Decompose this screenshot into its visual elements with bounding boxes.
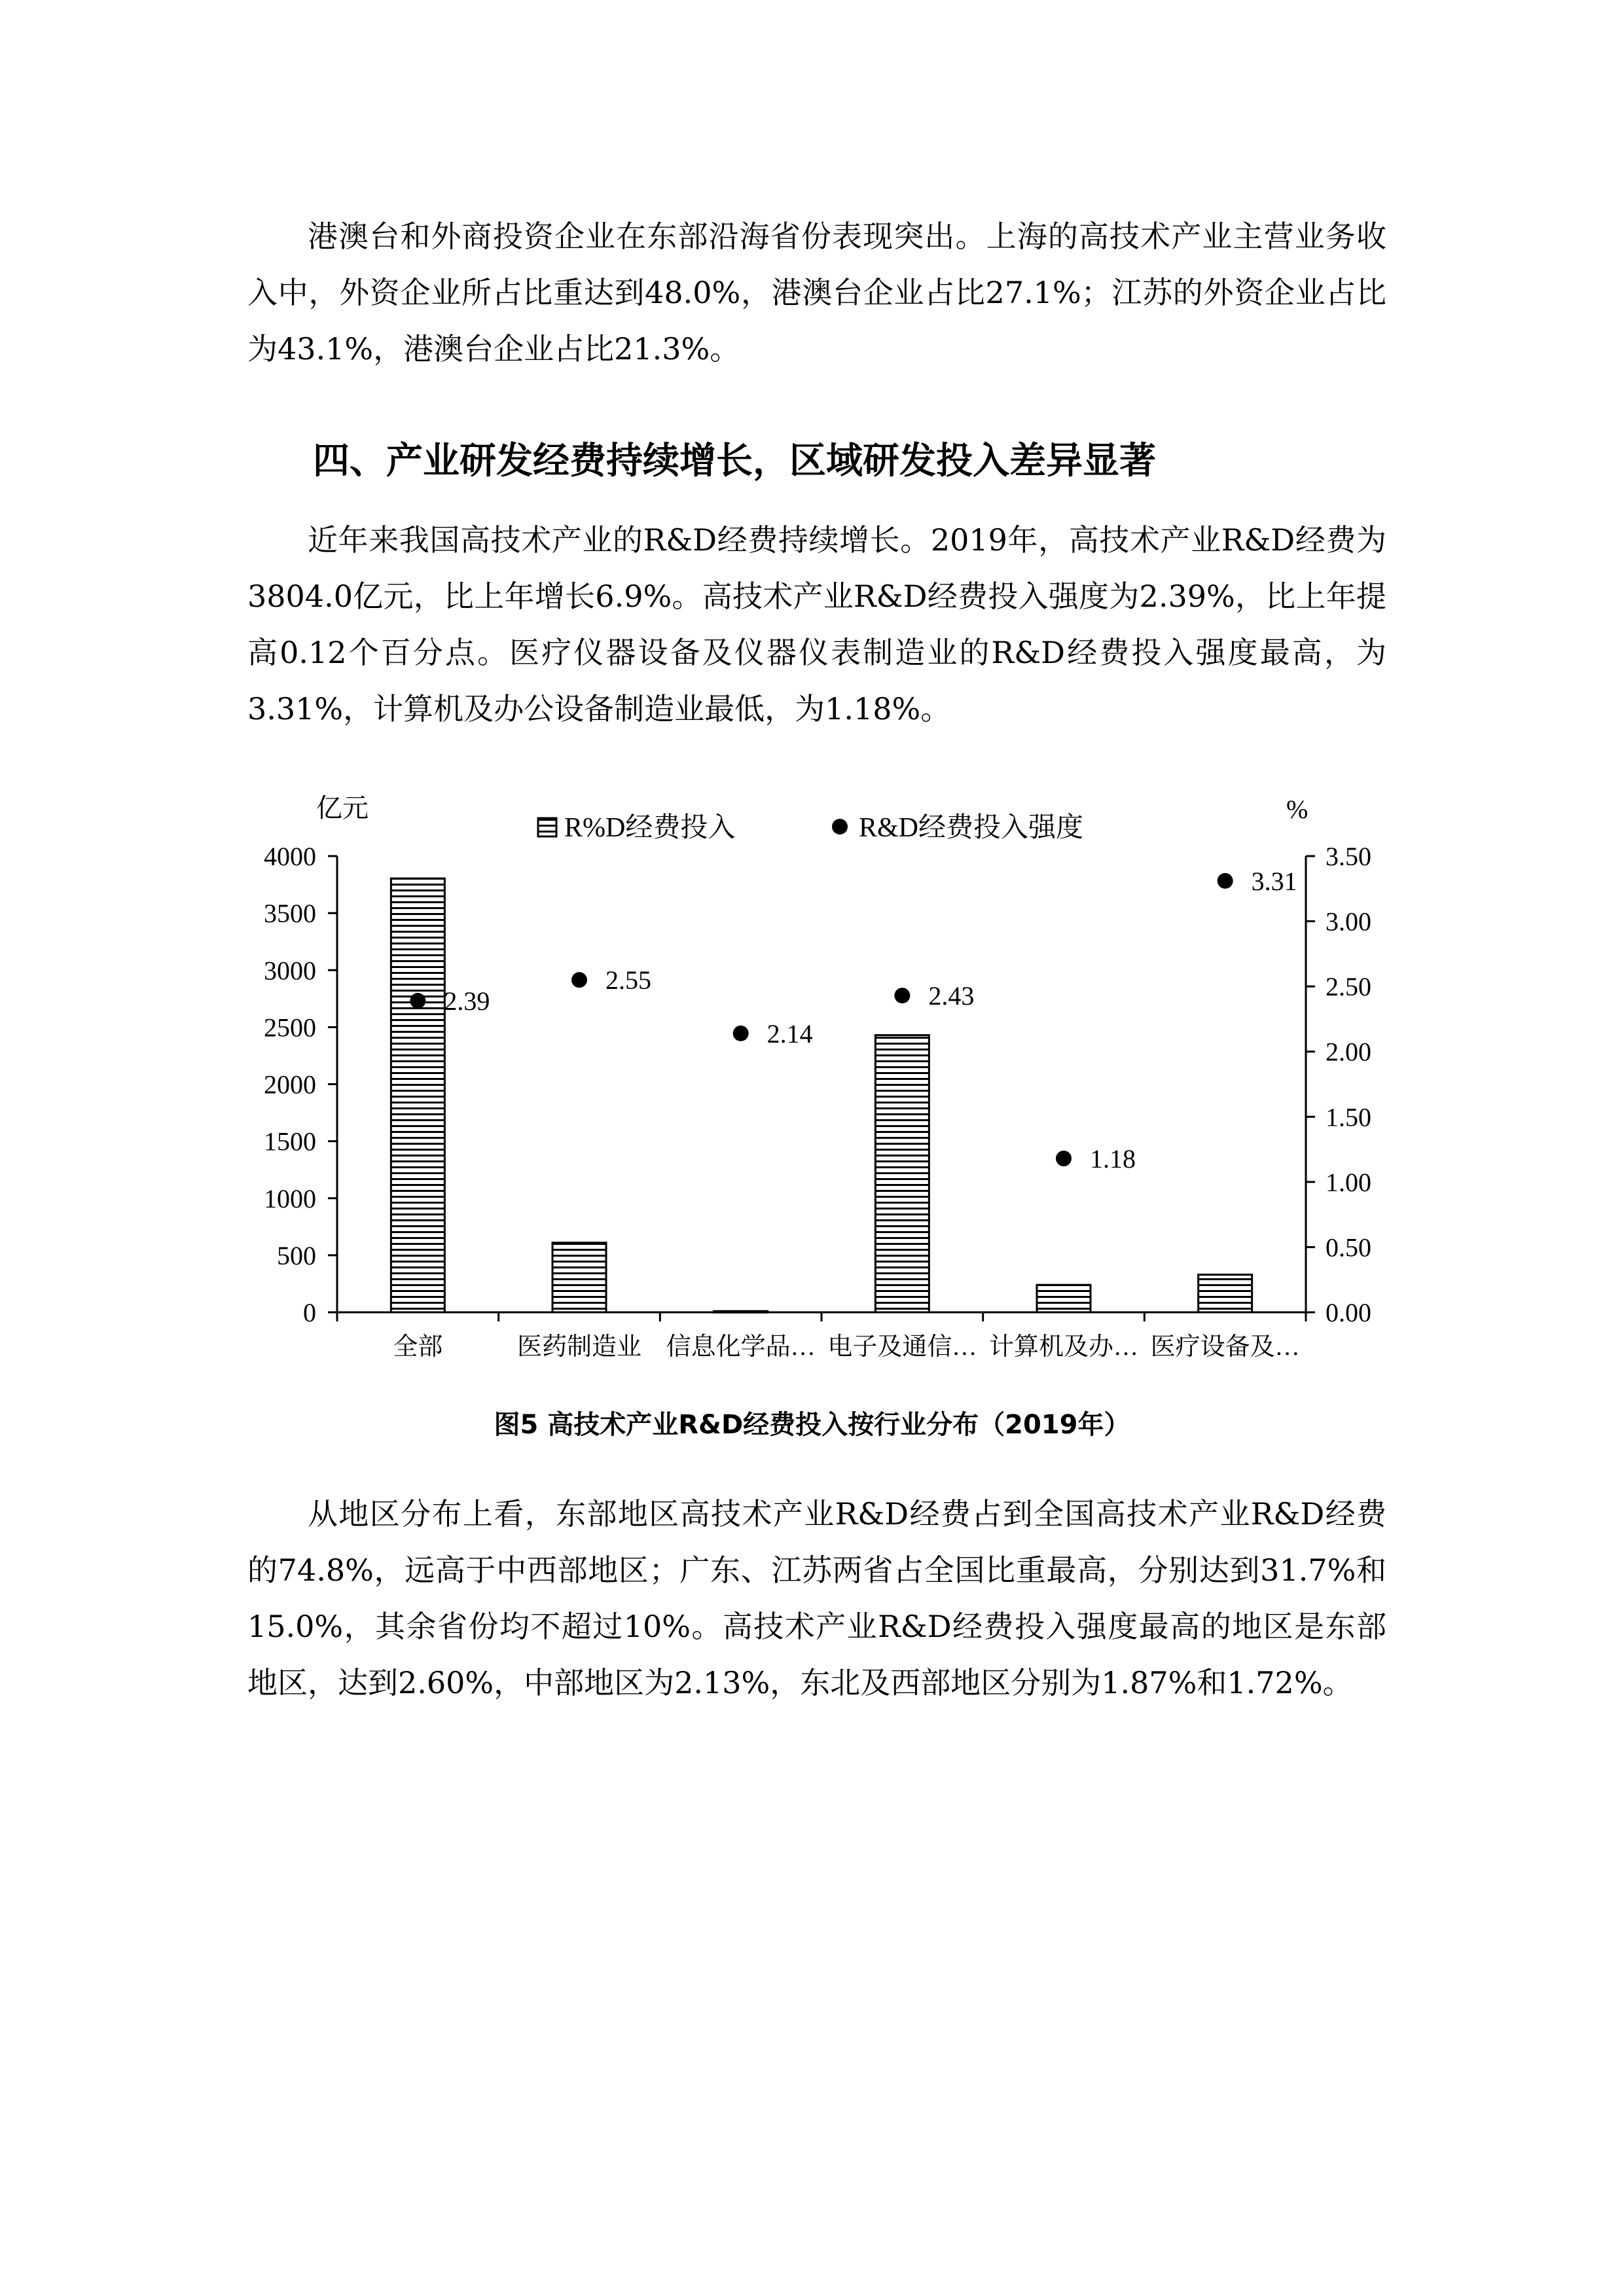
intensity-data-label: 1.18 xyxy=(1090,1144,1136,1174)
right-tick-label: 3.00 xyxy=(1326,906,1371,937)
intensity-point-1 xyxy=(410,993,425,1009)
bar-2 xyxy=(552,1243,606,1312)
left-tick-label: 3500 xyxy=(264,899,316,929)
figure-caption: 图5 高技术产业R&D经费投入按行业分布（2019年） xyxy=(494,1410,1130,1440)
x-category-label: 全部 xyxy=(393,1333,443,1361)
bar-6 xyxy=(1199,1274,1252,1312)
x-category-label: 信息化学品… xyxy=(666,1333,816,1361)
left-axis-unit: 亿元 xyxy=(316,793,369,823)
right-tick-label: 2.50 xyxy=(1326,972,1371,1002)
legend-point-swatch xyxy=(832,819,848,834)
bar-3 xyxy=(714,1311,768,1312)
right-tick-label: 0.00 xyxy=(1326,1298,1371,1327)
right-tick-label: 1.00 xyxy=(1326,1167,1371,1197)
left-tick-label: 2000 xyxy=(264,1069,316,1100)
x-category-label: 电子及通信… xyxy=(827,1333,977,1361)
intensity-data-label: 2.55 xyxy=(605,965,651,996)
right-tick-label: 3.50 xyxy=(1326,842,1371,871)
paragraph-foreign-investment: 港澳台和外商投资企业在东部沿海省份表现突出。上海的高技术产业主营业务收入中，外资企业所占比重达到48.0%，港澳台企业占比27.1%；江苏的外资企业占比为43.1%，港澳台企业占比21.3%。 xyxy=(247,219,1386,367)
right-tick-label: 1.50 xyxy=(1326,1102,1371,1132)
intensity-point-6 xyxy=(1218,873,1233,889)
left-tick-label: 1500 xyxy=(264,1126,316,1157)
left-tick-label: 3000 xyxy=(264,956,316,986)
right-tick-label: 0.50 xyxy=(1326,1232,1371,1263)
left-tick-label: 1000 xyxy=(264,1183,316,1213)
intensity-point-3 xyxy=(733,1026,749,1041)
x-category-label: 医药制造业 xyxy=(516,1333,642,1361)
intensity-point-2 xyxy=(571,972,587,988)
intensity-data-label: 2.43 xyxy=(928,981,975,1011)
bar-1 xyxy=(391,878,444,1312)
bar-5 xyxy=(1037,1285,1091,1312)
right-axis-unit: % xyxy=(1286,795,1308,824)
intensity-point-4 xyxy=(894,988,910,1003)
intensity-data-label: 2.39 xyxy=(444,986,490,1016)
right-tick-label: 2.00 xyxy=(1326,1037,1371,1067)
legend-bar-swatch xyxy=(538,818,556,836)
paragraph-rd-growth: 近年来我国高技术产业的R&D经费持续增长。2019年，高技术产业R&D经费为3804.0亿元，比上年增长6.9%。高技术产业R&D经费投入强度为2.39%，比上年提高0.12个百分点。医疗仪器设备及仪器仪表制造业的R&D经费投入强度最高，为3.31%，计算机及办公设备制造业最低，为1.18%。 xyxy=(247,522,1386,726)
bar-4 xyxy=(875,1035,929,1312)
legend-bar-label: R%D经费投入 xyxy=(564,813,736,843)
left-tick-label: 2500 xyxy=(264,1013,316,1043)
x-category-label: 医疗设备及… xyxy=(1150,1333,1300,1361)
intensity-data-label: 3.31 xyxy=(1251,866,1297,896)
left-tick-label: 0 xyxy=(303,1298,316,1327)
intensity-point-5 xyxy=(1056,1151,1072,1166)
x-category-label: 计算机及办… xyxy=(988,1333,1139,1361)
intensity-data-label: 2.14 xyxy=(767,1018,813,1049)
section-heading: 四、产业研发经费持续增长，区域研发投入差异显著 xyxy=(313,440,1156,482)
left-tick-label: 4000 xyxy=(264,842,316,871)
legend-point-label: R&D经费投入强度 xyxy=(859,813,1084,843)
paragraph-regional-distribution: 从地区分布上看，东部地区高技术产业R&D经费占到全国高技术产业R&D经费的74.8%，远高于中西部地区；广东、江苏两省占全国比重最高，分别达到31.7%和15.0%，其余省份均不超过10%。高技术产业R&D经费投入强度最高的地区是东部地区，达到2.60%，中部地区为2.13%，东北及西部地区分别为1.87%和1.72%。 xyxy=(247,1496,1386,1700)
left-tick-label: 500 xyxy=(277,1240,316,1270)
